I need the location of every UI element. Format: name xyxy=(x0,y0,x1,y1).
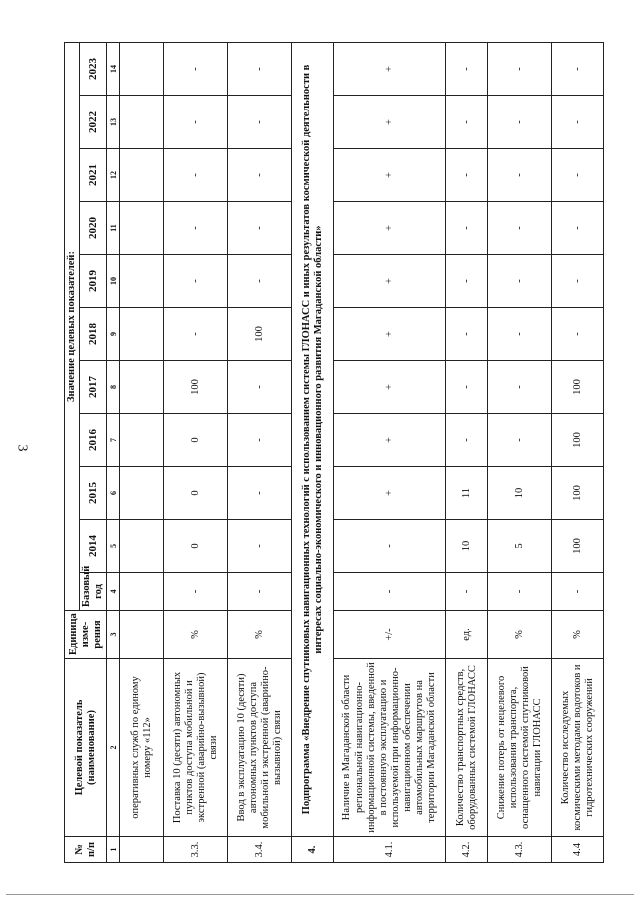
header-unit: Единица изме-рения xyxy=(65,610,107,658)
value-cell: - xyxy=(552,254,604,307)
row-number: 4.3. xyxy=(488,836,552,862)
value-cell: + xyxy=(334,95,446,148)
value-cell: + xyxy=(334,466,446,519)
value-cell: - xyxy=(488,307,552,360)
value-cell xyxy=(120,360,164,413)
value-cell xyxy=(120,42,164,95)
table-container xyxy=(64,43,595,863)
value-cell: - xyxy=(488,148,552,201)
indicators-table xyxy=(64,42,604,863)
row-number: 4.4 xyxy=(552,836,604,862)
value-cell: 100 xyxy=(552,519,604,572)
column-number: 11 xyxy=(107,201,120,254)
value-cell: + xyxy=(334,201,446,254)
value-cell: - xyxy=(164,148,228,201)
column-number: 14 xyxy=(107,42,120,95)
value-cell: 5 xyxy=(488,519,552,572)
base-year-cell: - xyxy=(228,572,292,610)
value-cell: 10 xyxy=(488,466,552,519)
value-cell: + xyxy=(334,307,446,360)
header-base-year: Базовый год xyxy=(80,572,107,610)
table-row xyxy=(334,42,446,862)
value-cell: - xyxy=(446,201,488,254)
value-cell: - xyxy=(228,360,292,413)
row-number: 3.3. xyxy=(164,836,228,862)
indicator-name: Снижение потерь от нецелевого использования транспорта, оснащенного системой спутниковой навигации ГЛОНАСС xyxy=(488,658,552,836)
value-cell: 11 xyxy=(446,466,488,519)
value-cell xyxy=(120,413,164,466)
unit-cell: ед. xyxy=(446,610,488,658)
base-year-cell xyxy=(120,572,164,610)
value-cell: - xyxy=(228,148,292,201)
column-number: 9 xyxy=(107,307,120,360)
indicator-name: Наличие в Магаданской области региональной навигационно-информационной системы, введенной в постоянную эксплуатацию и используемой при информационно-навигационном обеспечении автомобильных маршрутов на территории Магаданской области xyxy=(334,658,446,836)
value-cell: - xyxy=(228,466,292,519)
value-cell: - xyxy=(552,307,604,360)
value-cell: - xyxy=(488,254,552,307)
unit-cell: % xyxy=(552,610,604,658)
subprogram-title: Подпрограмма «Внедрение спутниковых навигационных технологий с использованием системы ГЛОНАСС и иных результатов космической деятельности в интересах социально-экономического и инновационного развития Магаданской области» xyxy=(292,42,334,836)
column-number: 8 xyxy=(107,360,120,413)
value-cell: - xyxy=(228,413,292,466)
header-year: 2018 xyxy=(80,307,107,360)
value-cell: 10 xyxy=(446,519,488,572)
column-number: 3 xyxy=(107,610,120,658)
column-number: 12 xyxy=(107,148,120,201)
header-year: 2020 xyxy=(80,201,107,254)
unit-cell xyxy=(120,610,164,658)
value-cell: 100 xyxy=(552,360,604,413)
value-cell: - xyxy=(164,95,228,148)
value-cell: - xyxy=(446,148,488,201)
value-cell: - xyxy=(164,254,228,307)
table-row xyxy=(488,42,552,862)
row-number: 4. xyxy=(292,836,334,862)
value-cell: - xyxy=(228,42,292,95)
value-cell: - xyxy=(228,95,292,148)
value-cell: 0 xyxy=(164,413,228,466)
table-row xyxy=(446,42,488,862)
column-number: 6 xyxy=(107,466,120,519)
unit-cell: % xyxy=(488,610,552,658)
value-cell xyxy=(120,519,164,572)
header-no: № п/п xyxy=(65,836,107,862)
table-row xyxy=(120,42,164,862)
footer-divider xyxy=(6,894,634,895)
indicator-name: Количество исследуемых космическими методами водотоков и гидротехнических сооружений xyxy=(552,658,604,836)
base-year-cell: - xyxy=(446,572,488,610)
base-year-cell: - xyxy=(164,572,228,610)
value-cell: - xyxy=(488,360,552,413)
column-number: 10 xyxy=(107,254,120,307)
header-year: 2016 xyxy=(80,413,107,466)
header-year: 2014 xyxy=(80,519,107,572)
base-year-cell: - xyxy=(488,572,552,610)
value-cell: 100 xyxy=(552,413,604,466)
indicator-name: Ввод в эксплуатацию 10 (десяти) автономных пунктов доступа мобильной и экстренной (аварийно-вызывной) связи xyxy=(228,658,292,836)
header-indicator: Целевой показатель (наименование) xyxy=(65,658,107,836)
indicator-name: Поставка 10 (десяти) автономных пунктов доступа мобильной и экстренной (аварийно-вызывной) связи xyxy=(164,658,228,836)
value-cell: - xyxy=(488,413,552,466)
value-cell: 100 xyxy=(552,466,604,519)
header-year: 2022 xyxy=(80,95,107,148)
value-cell: - xyxy=(446,42,488,95)
header-year: 2019 xyxy=(80,254,107,307)
row-number: 4.1. xyxy=(334,836,446,862)
rotated-page xyxy=(64,43,640,857)
value-cell xyxy=(120,148,164,201)
value-cell: 0 xyxy=(164,466,228,519)
table-row xyxy=(228,42,292,862)
header-year: 2015 xyxy=(80,466,107,519)
value-cell: 0 xyxy=(164,519,228,572)
value-cell: - xyxy=(488,42,552,95)
column-number: 7 xyxy=(107,413,120,466)
header-year: 2023 xyxy=(80,42,107,95)
unit-cell: % xyxy=(164,610,228,658)
value-cell: - xyxy=(228,201,292,254)
value-cell: + xyxy=(334,148,446,201)
value-cell: 100 xyxy=(164,360,228,413)
table-row xyxy=(552,42,604,862)
column-number: 5 xyxy=(107,519,120,572)
table-row xyxy=(164,42,228,862)
value-cell: - xyxy=(488,201,552,254)
value-cell: - xyxy=(446,95,488,148)
table-row xyxy=(292,42,334,862)
base-year-cell: - xyxy=(334,572,446,610)
value-cell xyxy=(120,254,164,307)
value-cell: - xyxy=(446,307,488,360)
value-cell: - xyxy=(164,307,228,360)
header-values: Значение целевых показателей: xyxy=(65,42,80,610)
value-cell: - xyxy=(552,201,604,254)
value-cell xyxy=(120,307,164,360)
value-cell xyxy=(120,201,164,254)
unit-cell: +/- xyxy=(334,610,446,658)
value-cell: + xyxy=(334,413,446,466)
value-cell: - xyxy=(228,519,292,572)
column-number: 13 xyxy=(107,95,120,148)
value-cell xyxy=(120,95,164,148)
value-cell: - xyxy=(164,42,228,95)
row-number: 3.4. xyxy=(228,836,292,862)
row-number: 4.2. xyxy=(446,836,488,862)
base-year-cell: - xyxy=(552,572,604,610)
column-number: 4 xyxy=(107,572,120,610)
value-cell: - xyxy=(228,254,292,307)
column-number: 2 xyxy=(107,658,120,836)
value-cell: - xyxy=(334,519,446,572)
column-number: 1 xyxy=(107,836,120,862)
value-cell: - xyxy=(164,201,228,254)
value-cell: - xyxy=(446,360,488,413)
indicator-name: оперативных служб по единому номеру «112» xyxy=(120,658,164,836)
row-number xyxy=(120,836,164,862)
value-cell: + xyxy=(334,42,446,95)
value-cell: + xyxy=(334,360,446,413)
unit-cell: % xyxy=(228,610,292,658)
value-cell: - xyxy=(552,148,604,201)
value-cell: + xyxy=(334,254,446,307)
value-cell: - xyxy=(488,95,552,148)
value-cell: - xyxy=(446,413,488,466)
value-cell: 100 xyxy=(228,307,292,360)
header-year: 2017 xyxy=(80,360,107,413)
value-cell: - xyxy=(552,95,604,148)
value-cell: - xyxy=(552,42,604,95)
value-cell: - xyxy=(446,254,488,307)
value-cell xyxy=(120,466,164,519)
indicator-name: Количество транспортных средств, оборудованных системой ГЛОНАСС xyxy=(446,658,488,836)
header-year: 2021 xyxy=(80,148,107,201)
page-number: 3 xyxy=(14,444,30,452)
